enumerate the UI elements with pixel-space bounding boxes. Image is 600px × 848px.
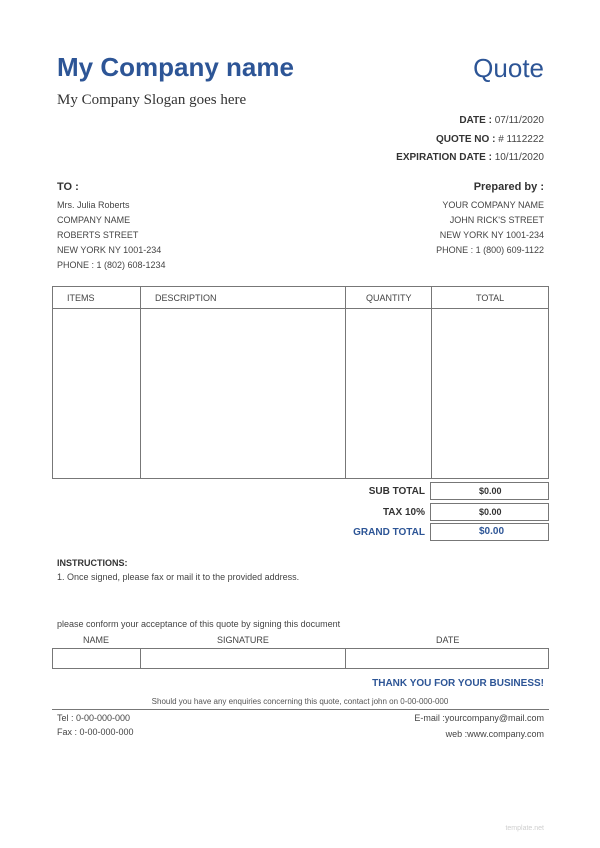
acceptance-text: please conform your acceptance of this quote by signing this document: [57, 619, 341, 629]
company-slogan: My Company Slogan goes here: [57, 92, 247, 108]
signature-column-date: DATE: [436, 635, 460, 645]
to-line: ROBERTS STREET: [57, 230, 139, 240]
subtotal-label: SUB TOTAL: [368, 486, 425, 497]
items-table-header: [53, 287, 548, 309]
expiration-row: [396, 152, 544, 163]
instructions-text: 1. Once signed, please fax or mail it to the provided address.: [57, 572, 300, 582]
prepared-by-line: YOUR COMPANY NAME: [442, 200, 544, 210]
signature-table: [52, 648, 549, 669]
quote-no-label: QUOTE NO :: [435, 134, 496, 145]
items-table: [52, 286, 549, 479]
footer-divider: [52, 709, 549, 710]
column-header-quantity: QUANTITY: [366, 293, 412, 303]
footer-web: web :www.company.com: [445, 729, 544, 739]
signature-name-field: [140, 649, 141, 668]
footer-tel: Tel : 0-00-000-000: [57, 713, 131, 723]
tax-label: TAX 10%: [382, 507, 425, 518]
expiration-value: 10/11/2020: [494, 152, 544, 163]
prepared-by-line: NEW YORK NY 1001-234: [439, 230, 544, 240]
column-divider: [431, 287, 432, 478]
expiration-label: EXPIRATION DATE :: [396, 152, 492, 163]
column-header-total: TOTAL: [476, 293, 505, 303]
quote-no-row: [436, 134, 544, 145]
signature-column-signature: SIGNATURE: [217, 635, 269, 645]
to-line: Mrs. Julia Roberts: [57, 200, 130, 210]
to-line: NEW YORK NY 1001-234: [57, 245, 162, 255]
signature-column-name: NAME: [83, 635, 110, 645]
prepared-by-line: PHONE : 1 (800) 609-1122: [436, 245, 544, 255]
date-row: [459, 115, 544, 126]
column-header-description: DESCRIPTION: [155, 293, 217, 303]
prepared-by-line: JOHN RICK'S STREET: [449, 215, 544, 225]
grand-total-value: $0.00: [430, 523, 549, 541]
document-title: Quote: [473, 53, 544, 83]
to-line: COMPANY NAME: [57, 215, 131, 225]
thank-you-message: THANK YOU FOR YOUR BUSINESS!: [372, 678, 544, 689]
watermark: template.net: [505, 825, 544, 832]
footer-email: E-mail :yourcompany@mail.com: [414, 713, 544, 723]
prepared-by-heading: Prepared by :: [473, 181, 544, 193]
enquiry-note: Should you have any enquiries concerning this quote, contact john on 0-00-000-000: [151, 697, 449, 706]
grand-total-label: GRAND TOTAL: [353, 527, 425, 538]
to-heading: TO :: [57, 181, 79, 193]
date-label: DATE :: [459, 115, 492, 126]
to-line: PHONE : 1 (802) 608-1234: [57, 260, 166, 270]
company-name: My Company name: [57, 52, 294, 82]
date-value: 07/11/2020: [494, 115, 544, 126]
column-divider: [345, 287, 346, 478]
tax-value: $0.00: [430, 503, 549, 521]
signature-signature-field: [345, 649, 346, 668]
footer-fax: Fax : 0-00-000-000: [57, 727, 134, 737]
instructions-heading: INSTRUCTIONS:: [57, 558, 128, 568]
subtotal-value: $0.00: [430, 482, 549, 500]
column-divider: [140, 287, 141, 478]
column-header-items: ITEMS: [67, 293, 95, 303]
quote-no-value: # 1112222: [498, 134, 544, 145]
